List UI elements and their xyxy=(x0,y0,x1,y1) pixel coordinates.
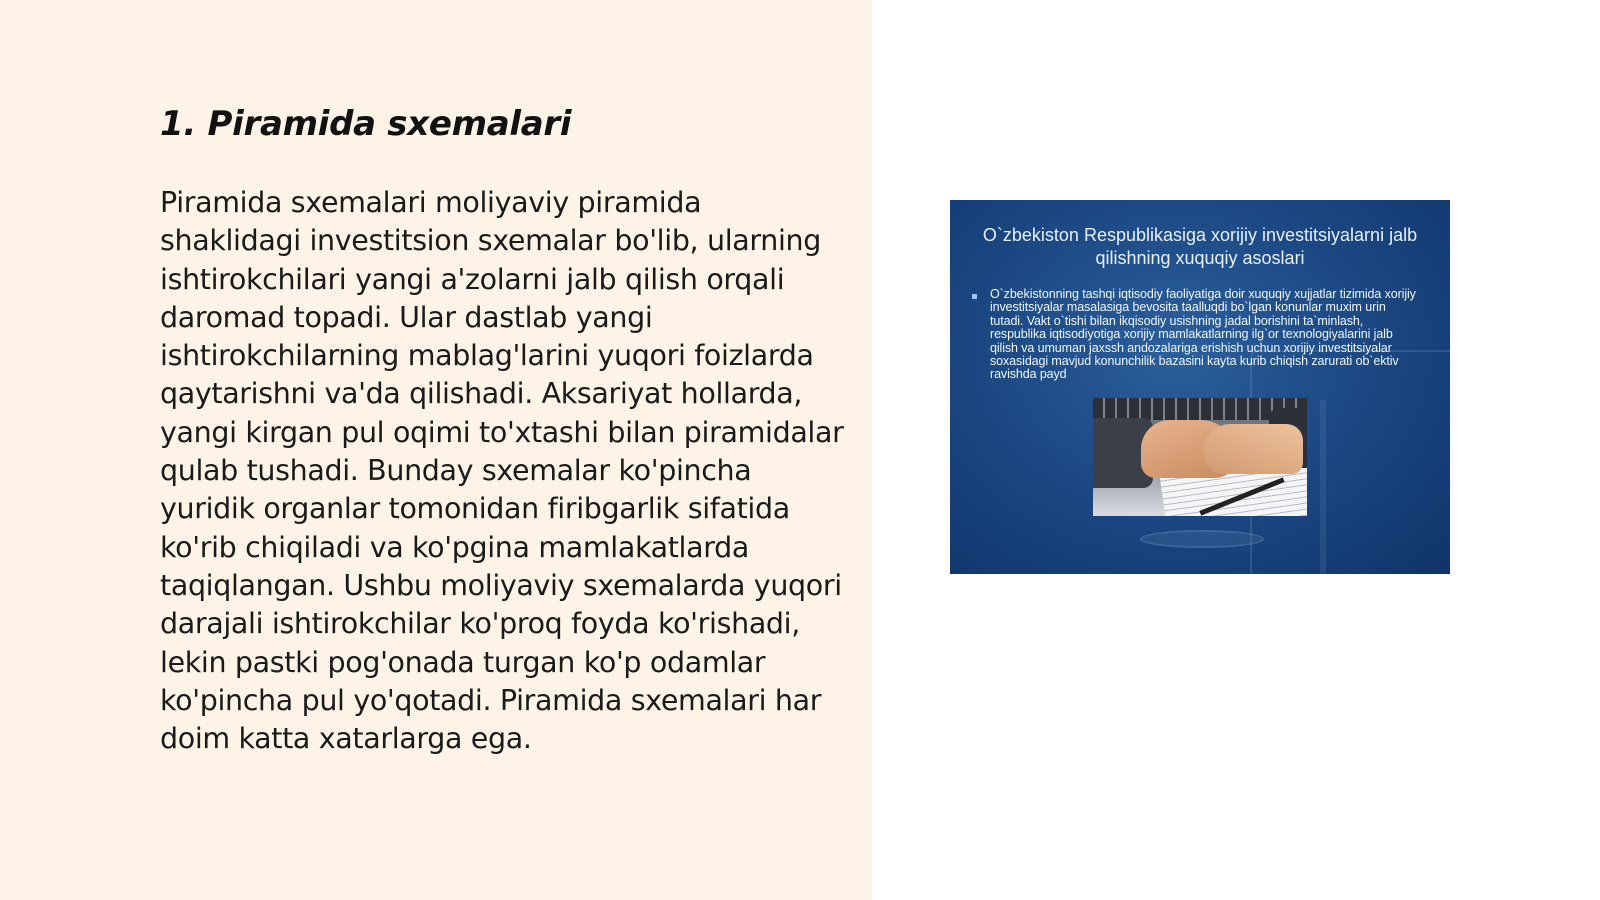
picture-title: O`zbekiston Respublikasiga xorijiy investitsiyalarni jalb qilishning xuquqiy asoslari xyxy=(982,225,1418,268)
bullet-icon xyxy=(972,294,977,299)
decorative-frame xyxy=(1320,400,1326,574)
embedded-slide-image xyxy=(950,200,1450,574)
slide-body: Piramida sxemalari moliyaviy piramida shaklidagi investitsion sxemalar bo'lib, ularning ishtirokchilari yangi a'zolarni jalb qilish orqali daromad topadi. Ular dastlab yangi ishtirokchilarning mablag'larini yuqori foizlarda qaytarishni va'da qilishadi. Aksariyat hollarda, yangi kirgan pul oqimi to'xtashi bilan piramidalar qulab tushadi. Bunday sxemalar ko'pincha yuridik organlar tomonidan firibgarlik sifatida ko'rib chiqiladi va ko'pgina mamlakatlarda taqiqlangan. Ushbu moliyaviy sxemalarda yuqori darajali ishtirokchilar ko'proq foyda ko'rishadi, lekin pastki pog'onada turgan ko'p odamlar ko'pincha pul yo'qotadi. Piramida sxemalari har doim katta xatarlarga ega. xyxy=(160,186,844,756)
hand-graphic xyxy=(1203,424,1303,474)
picture-bullet-text: O`zbekistonning tashqi iqtisodiy faoliyatiga doir xuquqiy xujjatlar tizimida xorijiy investitsiyalar masalasiga bevosita taalluqdi bo`lgan konunlar muxim urin tutadi. Vakt o`tishi bilan ikqisodiy usishning jadal borishini ta`minlash, respublika iqtisodiyotiga xorijiy mamlakatlarning ilg`or texnologiyalarini jalb qilish va umuman jaxssh andozalariga erishish uchun xorijiy investitsiyalar soxasidagi mavjud konunchilik bazasini kayta kurib chiqish zarurati ob`ektiv ravishda payd xyxy=(990,287,1416,382)
decorative-frame xyxy=(1140,530,1264,548)
slide-title: 1. Piramida sxemalari xyxy=(160,104,572,144)
handshake-photo xyxy=(1093,398,1307,516)
